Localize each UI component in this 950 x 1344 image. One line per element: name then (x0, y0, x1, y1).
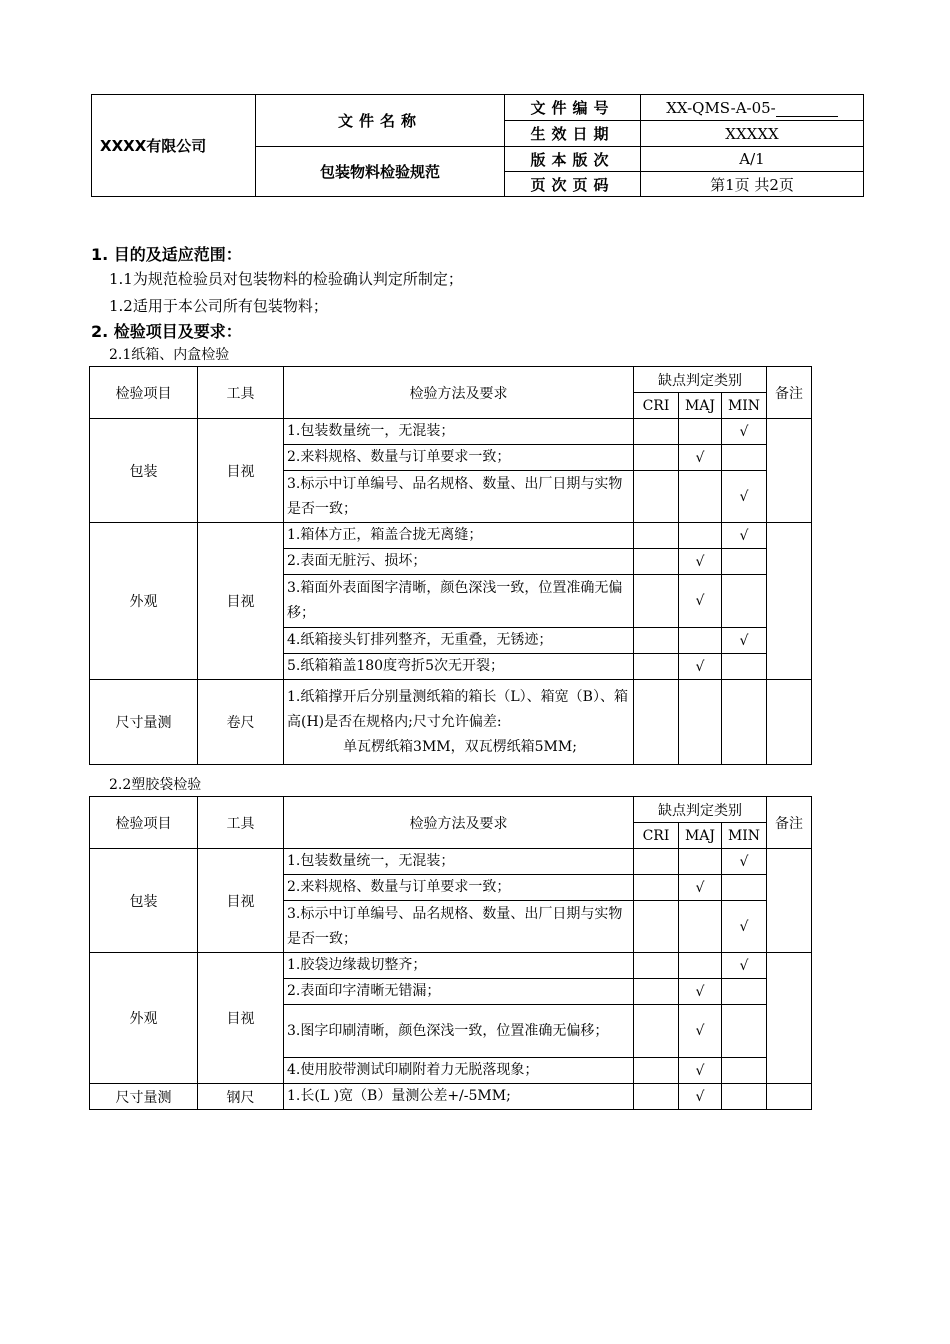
header-tool: 工具 (198, 367, 284, 419)
cri-cell (634, 1058, 679, 1084)
cri-cell (634, 953, 679, 979)
min-check: √ (722, 849, 767, 875)
requirement-text: 1.纸箱撑开后分别量测纸箱的箱长（L）、箱宽（B）、箱高(H)是否在规格内;尺寸允许偏差: (287, 688, 628, 730)
tool-cell: 钢尺 (198, 1084, 284, 1110)
requirement-cell: 1.包装数量统一，无混装； (284, 419, 634, 445)
cri-cell (634, 575, 679, 628)
item-cell: 外观 (90, 523, 198, 680)
doc-number-value: XX-QMS-A-05- (641, 95, 864, 121)
min-cell (722, 680, 767, 765)
header-maj: MAJ (679, 393, 722, 419)
requirement-cell: 3.标示中订单编号、品名规格、数量、出厂日期与实物是否一致； (284, 471, 634, 523)
table-row (90, 1084, 812, 1110)
min-cell (722, 1084, 767, 1110)
requirement-cell: 1.包装数量统一，无混装； (284, 849, 634, 875)
tool-cell: 目视 (198, 523, 284, 680)
remark-cell (767, 523, 812, 680)
cri-cell (634, 1084, 679, 1110)
page-value: 第1页 共2页 (641, 172, 864, 197)
maj-cell (679, 523, 722, 549)
version-label: 版本版次 (505, 147, 641, 172)
cri-cell (634, 849, 679, 875)
doc-name-label: 文件名称 (256, 95, 505, 147)
table-row (90, 953, 812, 979)
header-min: MIN (722, 393, 767, 419)
cri-cell (634, 419, 679, 445)
cri-cell (634, 471, 679, 523)
remark-cell (767, 849, 812, 953)
requirement-cell: 3.图字印刷清晰，颜色深浅一致，位置准确无偏移； (284, 1005, 634, 1058)
tool-cell: 目视 (198, 849, 284, 953)
maj-cell (679, 901, 722, 953)
company-name: XXXX有限公司 (92, 95, 256, 197)
requirement-cell: 5.纸箱箱盖180度弯折5次无开裂； (284, 654, 634, 680)
requirement-cell (284, 680, 634, 765)
header-method: 检验方法及要求 (284, 367, 634, 419)
remark-cell (767, 953, 812, 1084)
maj-cell (679, 471, 722, 523)
requirement-cell: 3.箱面外表面图字清晰，颜色深浅一致，位置准确无偏移； (284, 575, 634, 628)
requirement-cell: 2.表面印字清晰无错漏； (284, 979, 634, 1005)
maj-check: √ (679, 1058, 722, 1084)
min-cell (722, 979, 767, 1005)
section-2-title: 2. 检验项目及要求： (91, 322, 242, 341)
maj-cell (679, 419, 722, 445)
header-item: 检验项目 (90, 797, 198, 849)
plastic-bag-inspection-table (89, 796, 812, 1110)
cri-cell (634, 979, 679, 1005)
requirement-cell: 4.纸箱接头钉排列整齐，无重叠，无锈迹； (284, 628, 634, 654)
header-maj: MAJ (679, 823, 722, 849)
min-check: √ (722, 419, 767, 445)
header-item: 检验项目 (90, 367, 198, 419)
cri-cell (634, 628, 679, 654)
item-cell: 包装 (90, 419, 198, 523)
header-method: 检验方法及要求 (284, 797, 634, 849)
header-defect-category: 缺点判定类别 (634, 367, 767, 393)
header-min: MIN (722, 823, 767, 849)
maj-check: √ (679, 1084, 722, 1110)
version-value: A/1 (641, 147, 864, 172)
section-2-2-title: 2.2塑胶袋检验 (109, 777, 202, 793)
min-check: √ (722, 953, 767, 979)
table-row (90, 419, 812, 445)
maj-check: √ (679, 1005, 722, 1058)
effective-date-value: XXXXX (641, 121, 864, 147)
cri-cell (634, 875, 679, 901)
remark-cell (767, 680, 812, 765)
header-cri: CRI (634, 823, 679, 849)
header-remark: 备注 (767, 797, 812, 849)
effective-date-label: 生效日期 (505, 121, 641, 147)
tool-cell: 目视 (198, 953, 284, 1084)
maj-check: √ (679, 445, 722, 471)
tool-cell: 卷尺 (198, 680, 284, 765)
cri-cell (634, 901, 679, 953)
min-cell (722, 575, 767, 628)
min-check: √ (722, 628, 767, 654)
cri-cell (634, 445, 679, 471)
section-1-item-2: 1.2适用于本公司所有包装物料； (109, 297, 328, 315)
min-check: √ (722, 471, 767, 523)
requirement-cell: 1.箱体方正，箱盖合拢无离缝； (284, 523, 634, 549)
header-cri: CRI (634, 393, 679, 419)
min-cell (722, 654, 767, 680)
requirement-cell: 2.来料规格、数量与订单要求一致； (284, 875, 634, 901)
document-header (91, 94, 863, 196)
item-cell: 外观 (90, 953, 198, 1084)
requirement-cell: 2.来料规格、数量与订单要求一致； (284, 445, 634, 471)
maj-check: √ (679, 979, 722, 1005)
requirement-tolerance: 单瓦楞纸箱3MM，双瓦楞纸箱5MM; (343, 738, 577, 755)
maj-check: √ (679, 575, 722, 628)
requirement-cell: 4.使用胶带测试印刷附着力无脱落现象； (284, 1058, 634, 1084)
requirement-cell: 2.表面无脏污、损坏； (284, 549, 634, 575)
doc-number-label: 文件编号 (505, 95, 641, 121)
header-tool: 工具 (198, 797, 284, 849)
section-2-1-title: 2.1纸箱、内盒检验 (109, 347, 230, 363)
carton-inspection-table (89, 366, 812, 765)
requirement-cell: 3.标示中订单编号、品名规格、数量、出厂日期与实物是否一致； (284, 901, 634, 953)
section-1-title: 1. 目的及适应范围： (91, 245, 242, 264)
min-cell (722, 445, 767, 471)
item-cell: 尺寸量测 (90, 1084, 198, 1110)
page-label: 页次页码 (505, 172, 641, 197)
min-check: √ (722, 523, 767, 549)
min-cell (722, 1005, 767, 1058)
table-row (90, 523, 812, 549)
cri-cell (634, 549, 679, 575)
maj-cell (679, 628, 722, 654)
min-cell (722, 875, 767, 901)
maj-cell (679, 953, 722, 979)
cri-cell (634, 680, 679, 765)
table-row (90, 849, 812, 875)
remark-cell (767, 419, 812, 523)
cri-cell (634, 1005, 679, 1058)
maj-check: √ (679, 549, 722, 575)
min-cell (722, 549, 767, 575)
min-cell (722, 1058, 767, 1084)
maj-check: √ (679, 654, 722, 680)
cri-cell (634, 654, 679, 680)
header-defect-category: 缺点判定类别 (634, 797, 767, 823)
tool-cell: 目视 (198, 419, 284, 523)
remark-cell (767, 1084, 812, 1110)
maj-cell (679, 849, 722, 875)
cri-cell (634, 523, 679, 549)
min-check: √ (722, 901, 767, 953)
doc-title: 包装物料检验规范 (256, 147, 505, 197)
section-1-item-1: 1.1为规范检验员对包装物料的检验确认判定所制定； (109, 270, 463, 288)
header-remark: 备注 (767, 367, 812, 419)
item-cell: 包装 (90, 849, 198, 953)
requirement-cell: 1.长(L )宽（B）量测公差+/-5MM; (284, 1084, 634, 1110)
item-cell: 尺寸量测 (90, 680, 198, 765)
maj-check: √ (679, 875, 722, 901)
table-row (90, 680, 812, 765)
maj-cell (679, 680, 722, 765)
requirement-cell: 1.胶袋边缘裁切整齐； (284, 953, 634, 979)
